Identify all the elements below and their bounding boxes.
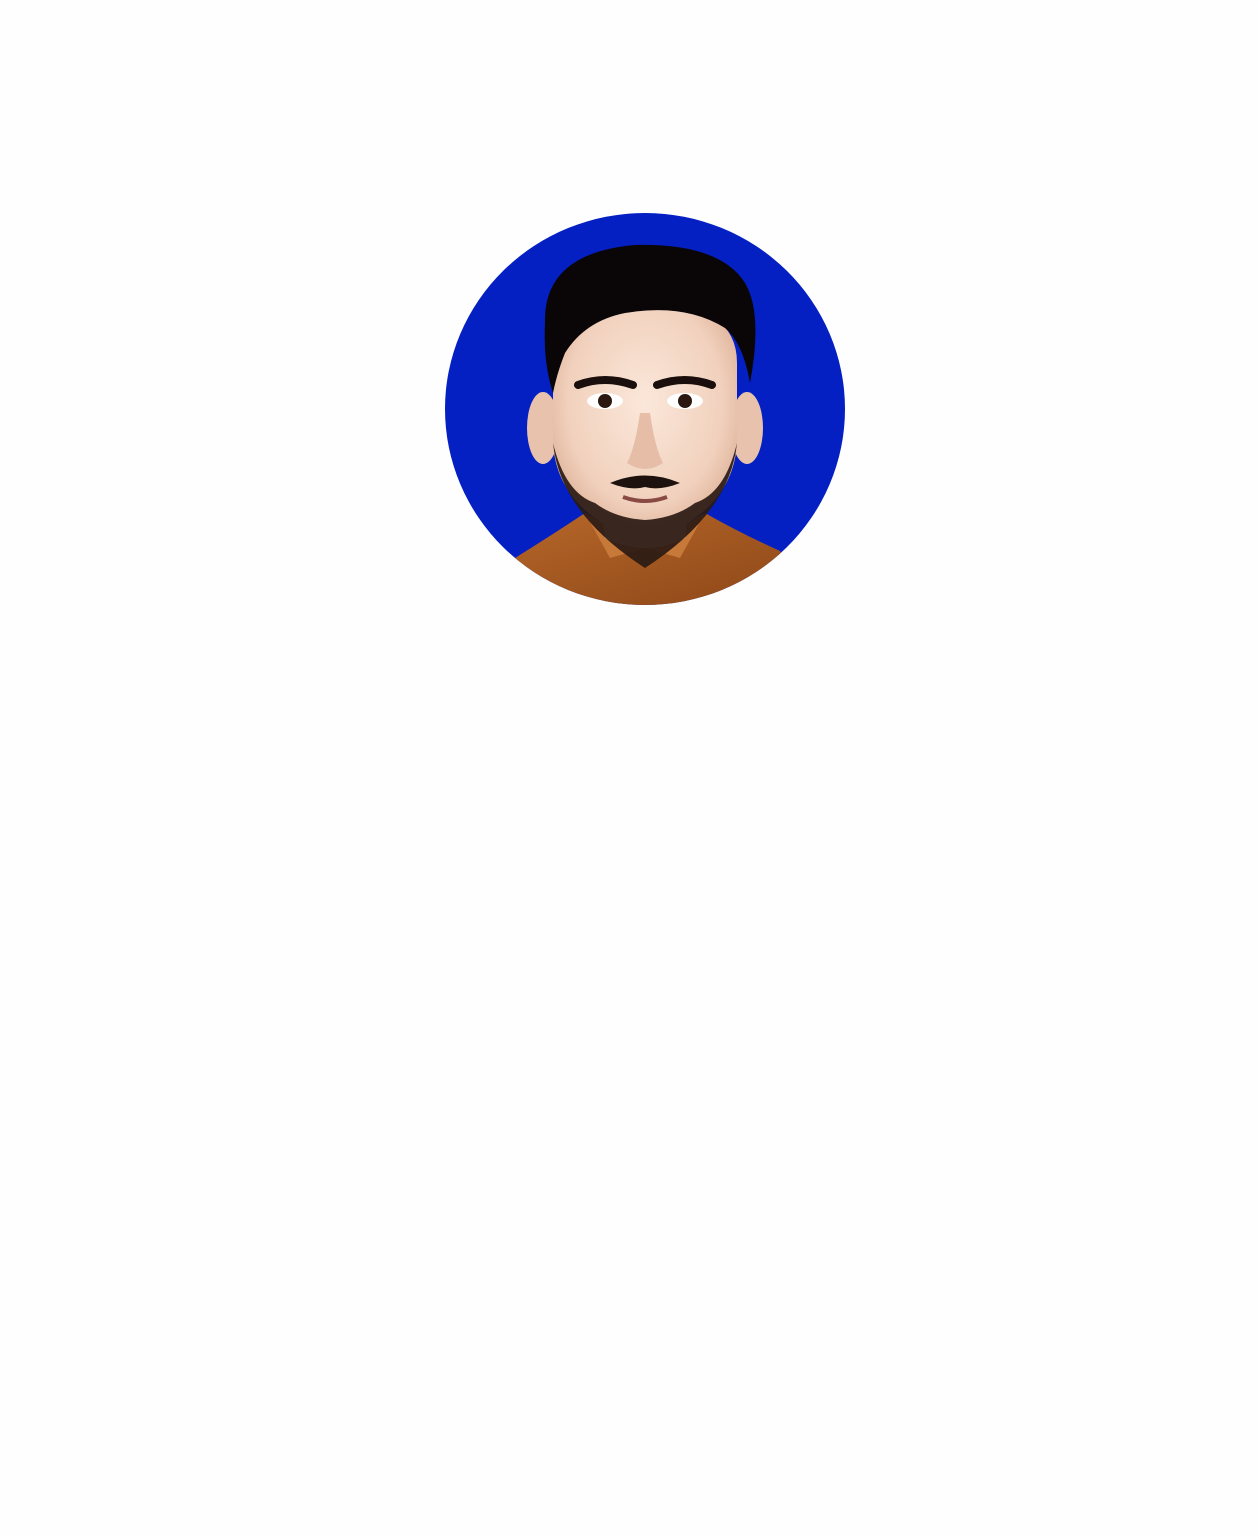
profile-photo [445, 213, 845, 605]
profile-avatar [445, 213, 845, 605]
